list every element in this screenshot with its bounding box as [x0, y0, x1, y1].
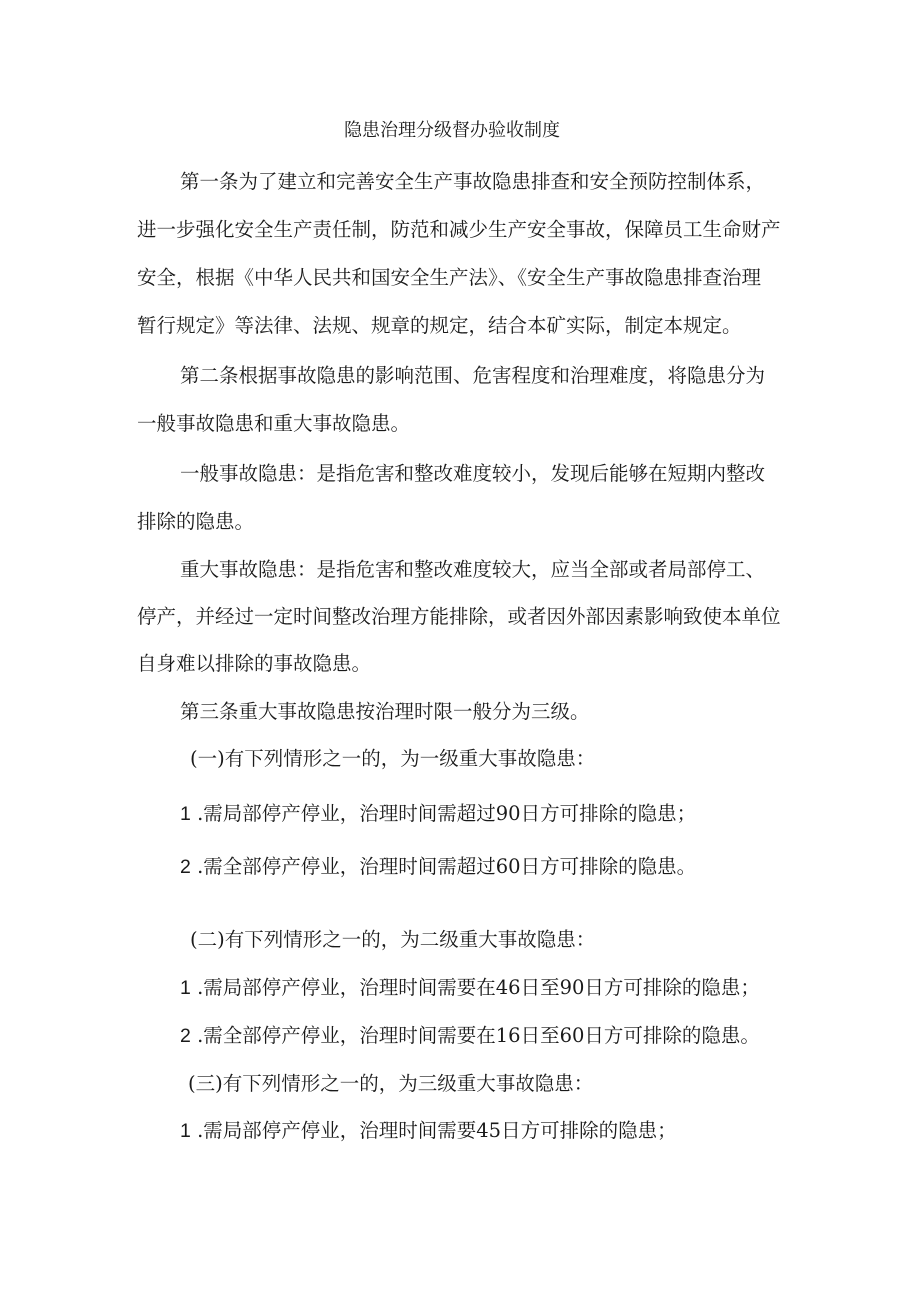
list-item-text: .需全部停产停业，治理时间需要在16日至60日方可排除的隐患。 [197, 1024, 760, 1047]
subsection-heading: (三)有下列情形之一的，为三级重大事故隐患： [188, 1072, 594, 1095]
subsection-heading: (一)有下列情形之一的，为一级重大事故隐患： [190, 747, 596, 770]
list-item [180, 978, 760, 999]
paragraph-line: 第二条根据事故隐患的影响范围、危害程度和治理难度，将隐患分为 [180, 364, 766, 387]
paragraph-line: 暂行规定》等法律、法规、规章的规定，结合本矿实际，制定本规定。 [137, 314, 742, 337]
list-item-text: .需局部停产停业，治理时间需要在46日至90日方可排除的隐患； [197, 976, 760, 999]
list-item [180, 804, 696, 825]
list-item [180, 857, 696, 878]
paragraph-line: 重大事故隐患：是指危害和整改难度较大，应当全部或者局部停工、 [180, 558, 766, 581]
list-item-number: 1 [180, 977, 191, 999]
list-item-number: 1 [180, 1120, 191, 1142]
paragraph-line: 进一步强化安全生产责任制，防范和减少生产安全事故，保障员工生命财产 [137, 218, 781, 241]
paragraph-line: 安全，根据《中华人民共和国安全生产法》、《安全生产事故隐患排查治理 [137, 266, 762, 289]
paragraph-line: 第一条为了建立和完善安全生产事故隐患排查和安全预防控制体系， [180, 170, 766, 193]
list-item [180, 1121, 677, 1142]
list-item-text: .需全部停产停业，治理时间需超过60日方可排除的隐患。 [197, 855, 697, 878]
paragraph-line: 自身难以排除的事故隐患。 [137, 652, 372, 675]
list-item-number: 2 [180, 1025, 191, 1047]
list-item-number: 1 [180, 803, 191, 825]
paragraph-line: 一般事故隐患：是指危害和整改难度较小，发现后能够在短期内整改 [180, 462, 766, 485]
section-heading: 第三条重大事故隐患按治理时限一般分为三级。 [180, 700, 590, 723]
list-item-text: .需局部停产停业，治理时间需超过90日方可排除的隐患； [197, 802, 697, 825]
paragraph-line: 停产，并经过一定时间整改治理方能排除，或者因外部因素影响致使本单位 [137, 605, 781, 628]
subsection-heading: (二)有下列情形之一的，为二级重大事故隐患： [190, 928, 596, 951]
paragraph-line: 排除的隐患。 [137, 510, 255, 533]
paragraph-line: 一般事故隐患和重大事故隐患。 [137, 412, 411, 435]
list-item-number: 2 [180, 856, 191, 878]
document-title: 隐患治理分级督办验收制度 [344, 120, 560, 141]
list-item-text: .需局部停产停业，治理时间需要45日方可排除的隐患； [197, 1119, 677, 1142]
list-item [180, 1026, 760, 1047]
